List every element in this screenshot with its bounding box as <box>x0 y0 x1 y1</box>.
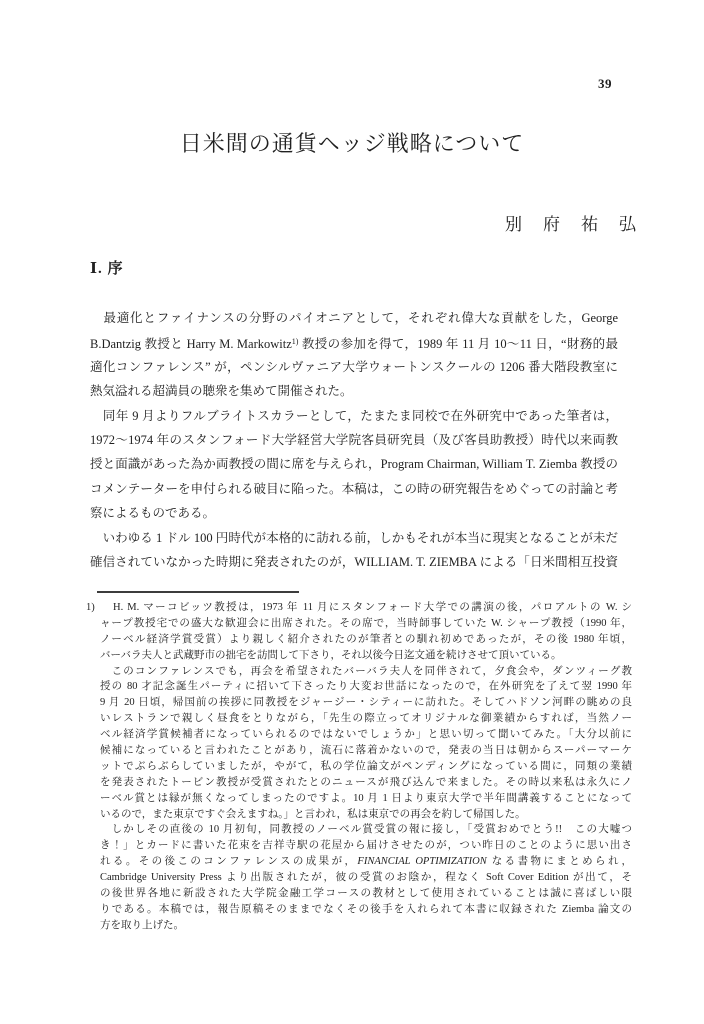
footnote-line: ーベル賞とは縁が無くなってしまったのですよ。10 月 1 日より東京大学で半年間講義することになって <box>100 792 632 804</box>
body-line: 確信されていなかった時期に発表されたのが，WILLIAM. T. ZIEMBA による「日米間相互投資 <box>90 554 618 569</box>
footnote-line: き！」とカードに書いた花束を吉祥寺駅の花屋から届けさせたのが，つい昨日のことのように思い出さ <box>100 840 632 852</box>
body-line: コメンテーターを申付られる破目に陥った。本稿は，この時の研究報告をめぐっての討論と考 <box>90 481 618 496</box>
footnote-line: を発表されたトービン教授が受賞されたとのニュースが飛び込んで来ました。その時以来私は永久にノ <box>100 776 632 788</box>
footnote-line: このコンファレンスでも，再会を希望されたバーバラ夫人を同伴されて，夕食会や，ダンツィーグ教 <box>100 665 632 677</box>
footnote-line: りである。本稿では，報告原稿そのままでなくその後手を入れられて本書に収録された Ziemba 論文の <box>100 903 632 915</box>
body-line: 適化コンファレンス” が，ペンシルヴァニア大学ウォートンスクールの 1206 番大階段教室に <box>90 359 618 374</box>
footnote-line: ノーベル経済学賞受賞）より親しく紹介されたのが筆者との馴れ初めであったが，その後 1980 年頃， <box>100 633 632 645</box>
author-name: 別 府 祐 弘 <box>505 215 638 234</box>
body-text <box>90 306 618 574</box>
footnote-line: ャープ教授宅での盛大な歓迎会に出席された。その席で，当時師事していた W. シャープ教授（1990 年， <box>100 617 632 629</box>
footnote-line: 授の 80 才記念誕生パーティに招いて下さったり大変お世話になったので，在外研究を了えて翌 1990 年 <box>100 681 632 693</box>
footnote-line: 方を取り上げた。 <box>100 919 184 931</box>
footnote-line: Cambridge University Press より出版されたが，彼の受賞のお陰か，程なく Soft Cover Edition が出て，そ <box>100 872 632 884</box>
book-title-italic: FINANCIAL OPTIMIZATION <box>357 856 487 868</box>
footnote-line: ベル経済学賞候補者になっていられるのではないでしょうか」と思い切って聞いてみた。「大分以前に <box>100 729 632 741</box>
footnote-line: いるので，また東京ですぐ会えますね。」と言われ，私は東京での再会を約して帰国した。 <box>100 808 526 820</box>
footnote-separator-rule <box>97 591 299 593</box>
footnote-line <box>100 854 632 870</box>
paper-title: 日米間の通貨ヘッジ戦略について <box>179 131 525 156</box>
footnote-line-text: H. M. マーコビッツ教授は，1973 年 11 月にスタンフォード大学での講演の後，パロアルトの W. シ <box>113 602 632 613</box>
footnote-line-text: なる書物にまとめられ， <box>486 856 632 868</box>
body-line: 察によるものである。 <box>90 506 216 521</box>
body-line-text: 教授の参加を得て，1989 年 11 月 10～11 日，“財務的最 <box>298 337 618 352</box>
footnote-line: いレストランで親しく昼食をとりながら，「先生の際立ってオリジナルな御業績からすれば，当然ノー <box>100 713 632 725</box>
body-line-text: B.Dantzig 教授と Harry M. Markowitz <box>90 337 292 352</box>
footnote-ref-marker: 1) <box>291 337 299 347</box>
footnote-line: バーバラ夫人と武蔵野市の拙宅を訪問して下さり，それ以後今日迄文通を続けさせて頂いている。 <box>100 649 562 661</box>
footnote-line <box>86 600 632 616</box>
body-line: 同年 9 月よりフルブライトスカラーとして，たまたま同校で在外研究中であった筆者は， <box>90 408 618 423</box>
body-line: 熱気溢れる超満員の聴衆を集めて開催された。 <box>90 384 353 399</box>
body-line: いわゆる 1 ドル 100 円時代が本格的に訪れる前，しかもそれが本当に現実となることが未だ <box>90 530 618 545</box>
body-line <box>90 330 618 354</box>
footnote-block <box>86 600 632 934</box>
body-line: 1972～1974 年のスタンフォード大学経営大学院客員研究員（及び客員助教授）時代以来両教 <box>90 432 618 447</box>
footnote-line: の後世界各地に新設された大学院金融工学コースの教材として使用されていることは誠に喜ばしい限 <box>100 888 632 900</box>
body-line: 最適化とファイナンスの分野のパイオニアとして，それぞれ偉大な貢献をした，George <box>90 311 618 325</box>
footnote-line: しかしその直後の 10 月初旬，同教授のノーベル賞受賞の報に接し，「受賞おめでとう!! この大嘘つ <box>100 824 632 836</box>
page-number: 39 <box>598 76 612 91</box>
section-heading: Ⅰ. 序 <box>90 261 124 277</box>
body-line: 授と面識があった為か両教授の間に席を与えられ，Program Chairman, William T. Ziemba 教授の <box>90 457 618 472</box>
footnote-line: 9 月 20 日頃，帰国前の挨拶に同教授をジャージー・シティーに訪れた。そしてハドソン河畔の眺めの良 <box>100 697 632 709</box>
footnote-number: 1) <box>86 602 95 613</box>
footnote-line: 候補になっていると言われたことがあり，流石に落着かないので，発表の当日は朝からスーパーマーケ <box>100 745 632 757</box>
footnote-line-text: れる。その後このコンファレンスの成果が， <box>100 856 358 868</box>
footnote-line: ットでぶらぶらしていましたが，やがて，私の学位論文がペンディングになっている間に，同類の業績 <box>100 760 632 772</box>
